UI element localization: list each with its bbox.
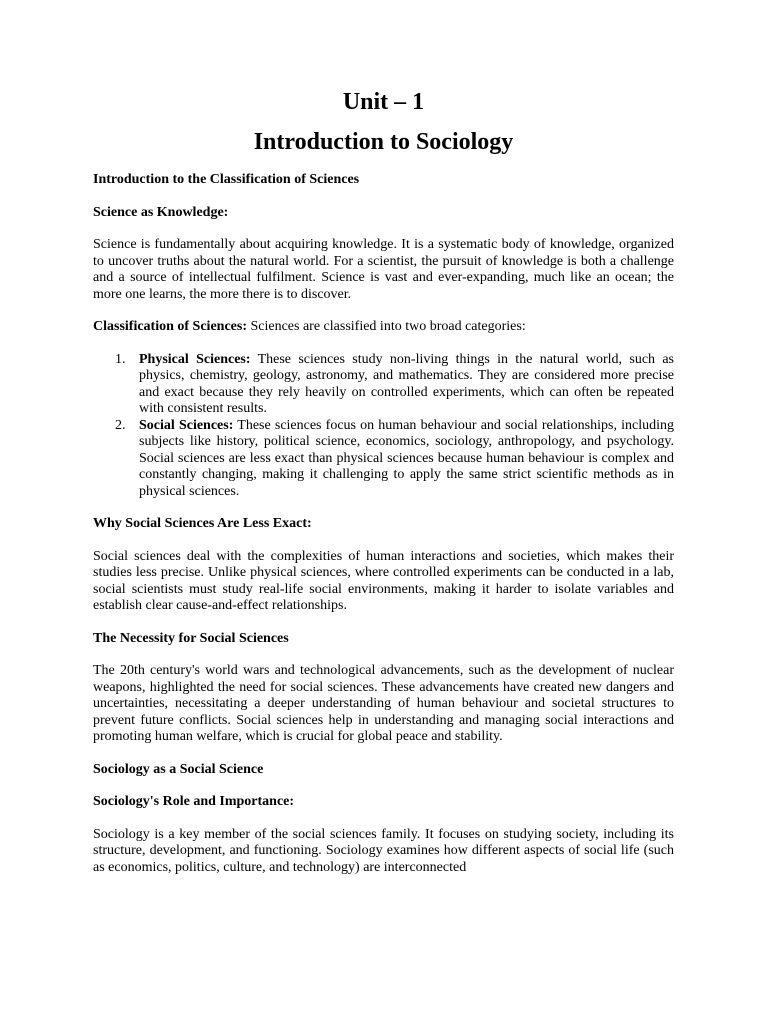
less-exact-paragraph: Social sciences deal with the complexities of human interactions and societies, which makes their studies less precise. Unlike physical sciences, where controlled experiments can be conducted in a lab, social scientists must study real-life social environments, making it harder to isolate variables and establish clear cause-and-effect relationships. [93,548,674,613]
list-item-text: These sciences focus on human behaviour and social relationships, including subjects like history, political science, economics, sociology, anthropology, and psychology. Social sciences are less exact than physical sciences because human behaviour is complex and constantly changing, making it challenging to apply the same strict scientific methods as in physical sciences. [139,417,674,499]
list-item [93,418,674,501]
necessity-heading: The Necessity for Social Sciences [93,630,289,646]
document-title: Introduction to Sociology [253,129,514,155]
list-item-number: 1. [115,351,126,367]
list-item-label: Social Sciences: [139,417,234,433]
sociology-role-paragraph: Sociology is a key member of the social sciences family. It focuses on studying society, including its structure, development, and functioning. Sociology examines how different aspects of social life (such as economics, politics, culture, and technology) are interconnected [93,826,674,875]
sociology-social-science-heading: Sociology as a Social Science [93,761,264,777]
necessity-paragraph: The 20th century's world wars and technological advancements, such as the development of nuclear weapons, highlighted the need for social sciences. These advancements have created new dangers and uncertainties, necessitating a deeper understanding of human behaviour and societal structures to prevent future conflicts. Social sciences help in understanding and managing social interactions and promoting human welfare, which is crucial for global peace and stability. [93,663,674,744]
classification-text: Sciences are classified into two broad categories: [246,319,526,334]
list-item-number: 2. [115,417,126,433]
classification-intro-heading: Introduction to the Classification of Sciences [93,172,360,187]
list-item [93,352,674,418]
less-exact-heading: Why Social Sciences Are Less Exact: [93,516,312,531]
sciences-list [93,352,674,501]
unit-title: Unit – 1 [342,89,425,115]
science-knowledge-heading: Science as Knowledge: [93,204,229,220]
sociology-role-heading: Sociology's Role and Importance: [93,794,295,809]
science-knowledge-paragraph: Science is fundamentally about acquiring knowledge. It is a systematic body of knowledge, organized to uncover truths about the natural world. For a scientist, the pursuit of knowledge is both a challenge and a source of intellectual fulfilment. Science is vast and ever-expanding, much like an ocean; the more one learns, the more there is to discover. [93,237,674,302]
list-item-label: Physical Sciences: [139,351,251,367]
classification-paragraph [93,319,674,336]
classification-label: Classification of Sciences: [93,319,247,334]
document-page [93,86,674,876]
list-item-text: These sciences study non-living things in the natural world, such as physics, chemistry, geology, astronomy, and mathematics. They are considered more precise and exact because they rely heavily on controlled experiments, which can often be repeated with consistent results. [139,351,675,416]
